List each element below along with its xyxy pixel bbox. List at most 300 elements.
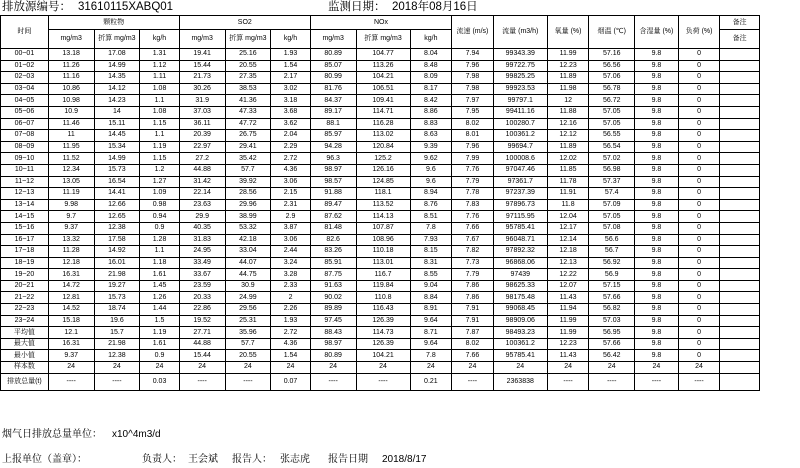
table-cell: 12.81 (48, 292, 94, 304)
table-cell: 1.08 (140, 83, 180, 95)
col-humidity: 含湿量 (%) (635, 16, 679, 49)
table-cell: 11.28 (48, 246, 94, 258)
table-cell (720, 95, 760, 107)
table-cell: 56.82 (589, 304, 635, 316)
table-cell: 42.18 (225, 234, 271, 246)
table-cell: 96.3 (310, 153, 356, 165)
table-cell: 96048.71 (493, 234, 547, 246)
row-label-cell: 06~07 (1, 118, 49, 130)
table-cell: 0 (678, 222, 720, 234)
table-cell: 57.37 (589, 176, 635, 188)
table-cell: 11.8 (547, 199, 589, 211)
table-cell: 56.55 (589, 130, 635, 142)
table-cell: 98.97 (310, 164, 356, 176)
table-cell: 1.93 (271, 49, 311, 61)
table-cell: 14.12 (94, 83, 140, 95)
table-cell: 21.98 (94, 338, 140, 350)
table-cell: 9.8 (635, 327, 679, 339)
row-label-cell: 样本数 (1, 362, 49, 374)
table-cell: 0 (678, 292, 720, 304)
table-cell: 57.09 (589, 199, 635, 211)
table-row (1, 72, 760, 84)
table-cell: 56.56 (589, 60, 635, 72)
col-flow: 流量 (m3/h) (493, 16, 547, 49)
row-label-cell: 20~21 (1, 280, 49, 292)
table-cell: 11 (48, 130, 94, 142)
table-cell: 56.7 (589, 246, 635, 258)
table-cell: 44.88 (179, 338, 225, 350)
table-cell: 9.8 (635, 130, 679, 142)
table-cell: 56.54 (589, 141, 635, 153)
table-cell: 11.89 (547, 141, 589, 153)
row-label-cell: 00~01 (1, 49, 49, 61)
table-cell: 7.66 (452, 350, 494, 362)
table-cell: 88.1 (310, 118, 356, 130)
table-cell: 2.31 (271, 199, 311, 211)
table-cell: 116.7 (356, 269, 410, 281)
table-cell: 87.62 (310, 211, 356, 223)
table-cell: 96868.06 (493, 257, 547, 269)
table-cell: 8.55 (410, 269, 452, 281)
table-cell: 4.36 (271, 338, 311, 350)
table-cell: 57.05 (589, 118, 635, 130)
table-cell: 7.78 (452, 188, 494, 200)
table-row (1, 60, 760, 72)
table-cell: 27.71 (179, 327, 225, 339)
table-cell: 89.89 (310, 304, 356, 316)
table-cell: 57.7 (225, 164, 271, 176)
table-cell: 22.86 (179, 304, 225, 316)
table-cell: 97.45 (310, 315, 356, 327)
table-cell: 7.93 (410, 234, 452, 246)
table-cell: 11.52 (48, 153, 94, 165)
table-cell: 57.02 (589, 153, 635, 165)
table-cell: 113.01 (356, 257, 410, 269)
table-cell: 14.52 (48, 304, 94, 316)
table-cell: 15.44 (179, 60, 225, 72)
table-cell: 12.18 (48, 257, 94, 269)
table-cell: ---- (678, 373, 720, 390)
table-cell: 85.91 (310, 257, 356, 269)
table-cell: 27.2 (179, 153, 225, 165)
table-cell: 11.95 (48, 141, 94, 153)
table-cell: 23.63 (179, 199, 225, 211)
row-label-cell: 11~12 (1, 176, 49, 188)
table-cell (720, 60, 760, 72)
table-cell: 91.88 (310, 188, 356, 200)
table-cell: 27.35 (225, 72, 271, 84)
col-pm-rate: kg/h (140, 30, 180, 49)
table-cell: 8.84 (410, 292, 452, 304)
table-cell: 11.99 (547, 49, 589, 61)
table-cell: 100361.2 (493, 338, 547, 350)
table-cell: 95785.41 (493, 222, 547, 234)
table-cell: 126.16 (356, 164, 410, 176)
table-cell (720, 211, 760, 223)
table-cell: 24 (179, 362, 225, 374)
table-cell: 11.91 (547, 188, 589, 200)
source-id: 31610115XABQ01 (78, 1, 174, 13)
col-so2-conv: 折算 mg/m3 (225, 30, 271, 49)
table-cell: 9.8 (635, 176, 679, 188)
table-cell: 116.43 (356, 304, 410, 316)
flue-unit: x10^4m3/d (112, 429, 161, 440)
table-cell: 15.7 (94, 327, 140, 339)
table-cell: 99343.39 (493, 49, 547, 61)
col-nox-rate: kg/h (410, 30, 452, 49)
table-cell: ---- (179, 373, 225, 390)
table-cell: 9.6 (410, 176, 452, 188)
table-cell: 19.52 (179, 315, 225, 327)
table-cell: 99694.7 (493, 141, 547, 153)
table-cell: 12.66 (94, 199, 140, 211)
table-cell (720, 234, 760, 246)
row-label-cell: 最小值 (1, 350, 49, 362)
table-cell: 41.36 (225, 95, 271, 107)
table-cell: 8.09 (410, 72, 452, 84)
table-cell (720, 327, 760, 339)
table-cell: 97115.95 (493, 211, 547, 223)
table-cell: 8.15 (410, 246, 452, 258)
col-load: 负荷 (%) (678, 16, 720, 49)
table-cell: 8.76 (410, 199, 452, 211)
table-cell: 1.27 (140, 176, 180, 188)
table-cell: 2363838 (493, 373, 547, 390)
table-row (1, 292, 760, 304)
table-cell: 114.73 (356, 327, 410, 339)
table-cell: 9.8 (635, 164, 679, 176)
table-cell: 31.42 (179, 176, 225, 188)
table-cell: 25.31 (225, 315, 271, 327)
table-cell: 107.87 (356, 222, 410, 234)
row-label-cell: 18~19 (1, 257, 49, 269)
table-cell (720, 199, 760, 211)
table-cell: 38.53 (225, 83, 271, 95)
col-oxygen: 氧量 (%) (547, 16, 589, 49)
table-cell: 8.31 (410, 257, 452, 269)
table-cell: 8.63 (410, 130, 452, 142)
table-cell: 33.49 (179, 257, 225, 269)
table-cell: 8.48 (410, 60, 452, 72)
table-cell: 9.37 (48, 350, 94, 362)
table-cell: 11.99 (547, 327, 589, 339)
table-cell: 57.05 (589, 106, 635, 118)
table-cell: ---- (589, 373, 635, 390)
table-cell: 29.9 (179, 211, 225, 223)
table-cell: 14.41 (94, 188, 140, 200)
table-cell: 7.66 (452, 222, 494, 234)
col-time: 时间 (1, 16, 49, 49)
table-cell: 124.85 (356, 176, 410, 188)
col-pm-conc: mg/m3 (48, 30, 94, 49)
table-cell: 1.45 (140, 280, 180, 292)
table-cell: 106.51 (356, 83, 410, 95)
table-cell: 15.73 (94, 292, 140, 304)
table-cell: 3.24 (271, 257, 311, 269)
table-cell: 0 (678, 176, 720, 188)
table-cell: 83.26 (310, 246, 356, 258)
table-cell: 24 (140, 362, 180, 374)
table-cell: 9.7 (48, 211, 94, 223)
reporter-label: 报告人： (232, 454, 272, 465)
table-cell: 12.18 (547, 246, 589, 258)
table-row (1, 199, 760, 211)
table-cell: 16.31 (48, 338, 94, 350)
date-label: 监测日期： (328, 1, 386, 13)
table-cell: 8.04 (410, 49, 452, 61)
table-cell: 10.9 (48, 106, 94, 118)
table-cell (720, 246, 760, 258)
table-cell: ---- (48, 373, 94, 390)
col-note-1: 备注 (720, 16, 760, 30)
table-cell: 11.19 (48, 188, 94, 200)
table-cell: 9.8 (635, 188, 679, 200)
table-cell: 99825.25 (493, 72, 547, 84)
col-temp: 烟温 (℃) (589, 16, 635, 49)
table-cell: 9.8 (635, 234, 679, 246)
table-cell (720, 141, 760, 153)
table-cell: 12.04 (547, 211, 589, 223)
table-cell: 7.96 (452, 60, 494, 72)
table-cell (720, 280, 760, 292)
col-nox-conv: 折算 mg/m3 (356, 30, 410, 49)
table-cell: 57.7 (225, 338, 271, 350)
table-cell: 24 (547, 362, 589, 374)
table-row (1, 153, 760, 165)
table-cell: 9.8 (635, 72, 679, 84)
table-cell: 99722.75 (493, 60, 547, 72)
table-cell: 119.84 (356, 280, 410, 292)
table-cell: 57.08 (589, 222, 635, 234)
table-row (1, 315, 760, 327)
table-cell: 0.94 (140, 211, 180, 223)
table-cell: 56.98 (589, 164, 635, 176)
table-cell: 8.83 (410, 118, 452, 130)
table-cell: 1.11 (140, 72, 180, 84)
table-cell: 1.44 (140, 304, 180, 316)
table-cell: 7.82 (452, 246, 494, 258)
table-cell: 57.03 (589, 315, 635, 327)
table-row (1, 49, 760, 61)
table-cell: 11.43 (547, 350, 589, 362)
table-cell: 97892.32 (493, 246, 547, 258)
table-cell: 11.46 (48, 118, 94, 130)
table-row (1, 280, 760, 292)
table-cell (720, 292, 760, 304)
row-label-cell: 15~16 (1, 222, 49, 234)
date-value: 2018年08月16日 (392, 1, 478, 13)
table-cell: 11.26 (48, 60, 94, 72)
table-cell: 7.95 (452, 106, 494, 118)
table-cell: 2.72 (271, 153, 311, 165)
col-so2-conc: mg/m3 (179, 30, 225, 49)
row-label-cell: 21~22 (1, 292, 49, 304)
table-cell: 9.8 (635, 49, 679, 61)
table-cell: 20.39 (179, 130, 225, 142)
table-cell: 30.9 (225, 280, 271, 292)
table-cell: ---- (356, 373, 410, 390)
table-cell: 0 (678, 188, 720, 200)
table-cell: 11.78 (547, 176, 589, 188)
table-row (1, 234, 760, 246)
table-cell: 89.47 (310, 199, 356, 211)
table-cell: 39.92 (225, 176, 271, 188)
table-cell: 9.8 (635, 292, 679, 304)
table-cell: 12 (547, 95, 589, 107)
table-cell: 1.1 (140, 95, 180, 107)
table-cell: 88.43 (310, 327, 356, 339)
table-cell: 98625.33 (493, 280, 547, 292)
table-cell: 0 (678, 246, 720, 258)
table-cell: 14.72 (48, 280, 94, 292)
table-cell: 22.14 (179, 188, 225, 200)
row-label-cell: 05~06 (1, 106, 49, 118)
row-label-cell: 04~05 (1, 95, 49, 107)
table-cell: 36.11 (179, 118, 225, 130)
table-cell: 22.97 (179, 141, 225, 153)
table-cell: 57.66 (589, 338, 635, 350)
table-cell: 9.8 (635, 60, 679, 72)
table-cell: 1.61 (140, 338, 180, 350)
table-cell (720, 222, 760, 234)
table-cell: 11.88 (547, 106, 589, 118)
table-cell: 1.54 (271, 350, 311, 362)
table-cell: 100280.7 (493, 118, 547, 130)
table-cell: 24 (356, 362, 410, 374)
report-header (0, 0, 800, 15)
table-cell: 99797.1 (493, 95, 547, 107)
col-velocity: 流速 (m/s) (452, 16, 494, 49)
table-cell: 9.8 (635, 269, 679, 281)
table-cell: 7.76 (452, 211, 494, 223)
table-cell: 3.06 (271, 176, 311, 188)
table-cell: 2.9 (271, 211, 311, 223)
table-cell: 1.26 (140, 292, 180, 304)
table-cell: 9.8 (635, 350, 679, 362)
table-cell: 24 (310, 362, 356, 374)
table-cell: 9.8 (635, 95, 679, 107)
table-cell: 12.23 (547, 60, 589, 72)
table-cell: 11.89 (547, 72, 589, 84)
table-cell: 24.99 (225, 292, 271, 304)
table-cell: 0 (678, 211, 720, 223)
table-row (1, 362, 760, 374)
table-cell: 14.23 (94, 95, 140, 107)
table-cell: 57.15 (589, 280, 635, 292)
table-cell: 0 (678, 130, 720, 142)
table-cell: ---- (452, 373, 494, 390)
table-cell: 126.39 (356, 338, 410, 350)
table-cell: 3.68 (271, 106, 311, 118)
table-cell: 24 (225, 362, 271, 374)
table-cell: 12.23 (547, 338, 589, 350)
table-cell: 17.58 (94, 234, 140, 246)
table-cell: 0 (678, 141, 720, 153)
table-cell: 1.28 (140, 234, 180, 246)
table-cell (720, 373, 760, 390)
table-cell: 0.9 (140, 350, 180, 362)
table-cell: 84.37 (310, 95, 356, 107)
table-cell: 7.99 (452, 153, 494, 165)
table-cell: 100008.6 (493, 153, 547, 165)
table-cell: 2.29 (271, 141, 311, 153)
table-cell: 24 (271, 362, 311, 374)
table-cell: 3.02 (271, 83, 311, 95)
table-cell: 9.64 (410, 338, 452, 350)
table-cell: 57.4 (589, 188, 635, 200)
table-cell: 80.99 (310, 72, 356, 84)
table-cell: 16.01 (94, 257, 140, 269)
table-cell: 20.33 (179, 292, 225, 304)
table-cell: 33.04 (225, 246, 271, 258)
table-cell: 14.99 (94, 60, 140, 72)
table-cell: 7.76 (452, 164, 494, 176)
emission-table (0, 15, 760, 391)
table-cell: 2.33 (271, 280, 311, 292)
table-cell (720, 72, 760, 84)
table-cell: ---- (635, 373, 679, 390)
col-nox-conc: mg/m3 (310, 30, 356, 49)
table-cell: 0 (678, 257, 720, 269)
table-cell: 113.26 (356, 60, 410, 72)
table-cell: 12.22 (547, 269, 589, 281)
table-cell: 53.32 (225, 222, 271, 234)
table-cell: 31.9 (179, 95, 225, 107)
table-cell: 24.95 (179, 246, 225, 258)
table-cell: 11.85 (547, 164, 589, 176)
table-cell: 9.98 (48, 199, 94, 211)
table-cell: 97361.7 (493, 176, 547, 188)
table-cell: 57.05 (589, 211, 635, 223)
table-cell: 10.98 (48, 95, 94, 107)
table-cell: 9.8 (635, 257, 679, 269)
table-row (1, 246, 760, 258)
table-cell (720, 362, 760, 374)
table-row (1, 338, 760, 350)
table-cell: 95785.41 (493, 350, 547, 362)
table-cell: 7.8 (410, 222, 452, 234)
table-cell: 12.02 (547, 153, 589, 165)
table-cell: 9.62 (410, 153, 452, 165)
row-label-cell: 12~13 (1, 188, 49, 200)
table-cell: 10.86 (48, 83, 94, 95)
table-cell: 1.09 (140, 188, 180, 200)
table-cell: 2.26 (271, 304, 311, 316)
row-label-cell: 01~02 (1, 60, 49, 72)
table-cell: ---- (310, 373, 356, 390)
table-cell: 99411.16 (493, 106, 547, 118)
table-cell: 0 (678, 315, 720, 327)
table-cell: 18.74 (94, 304, 140, 316)
table-cell: 0.03 (140, 373, 180, 390)
table-cell: 25.16 (225, 49, 271, 61)
table-cell: 29.56 (225, 304, 271, 316)
table-cell: ---- (94, 373, 140, 390)
table-cell: 11.16 (48, 72, 94, 84)
table-cell: 98909.06 (493, 315, 547, 327)
table-cell: 9.8 (635, 222, 679, 234)
table-row (1, 130, 760, 142)
row-label-cell: 07~08 (1, 130, 49, 142)
table-cell: 24 (678, 362, 720, 374)
table-cell: 9.8 (635, 315, 679, 327)
table-cell (720, 153, 760, 165)
table-cell: 7.83 (452, 199, 494, 211)
col-note-2: 备注 (720, 30, 760, 49)
table-cell: 0 (678, 350, 720, 362)
table-cell: 97047.46 (493, 164, 547, 176)
table-cell: 19.41 (179, 49, 225, 61)
